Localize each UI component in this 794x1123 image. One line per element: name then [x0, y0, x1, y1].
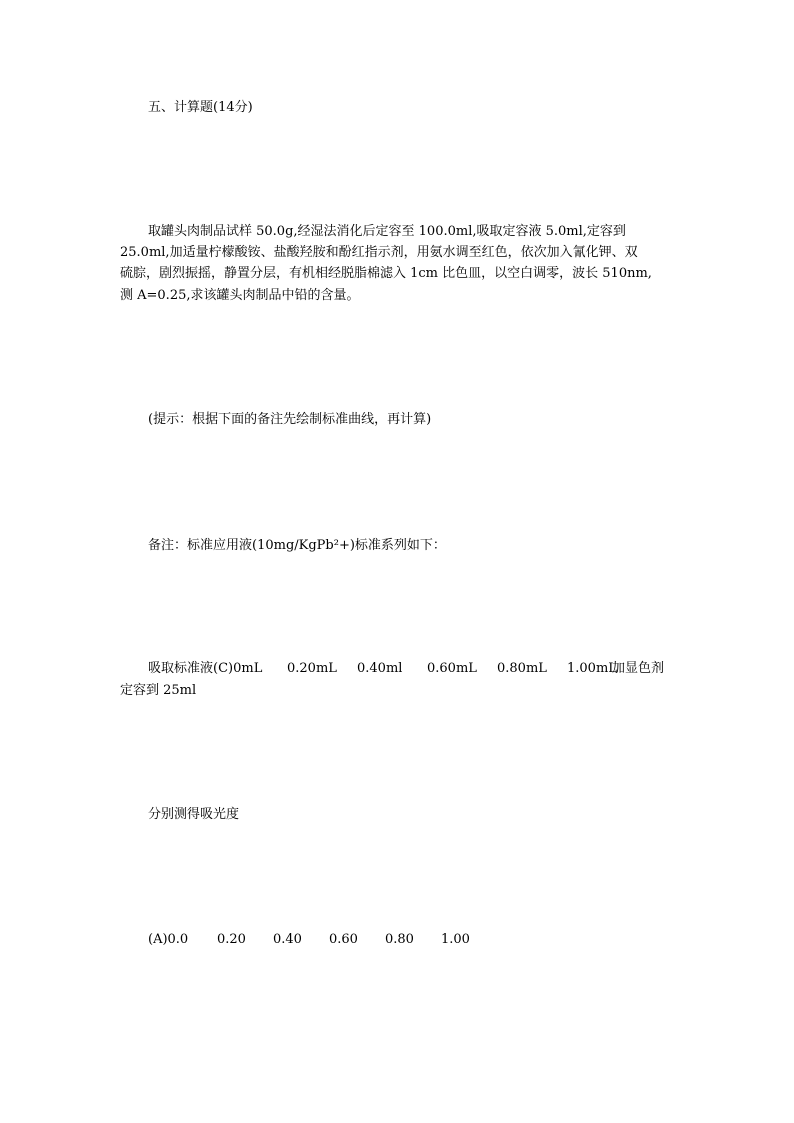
absorbance-series-row	[148, 929, 470, 950]
standard-series-value: 1.00mL	[567, 661, 617, 676]
section-heading: 五、计算题(14分)	[148, 100, 253, 115]
problem-line-4: 测 A=0.25,求该罐头肉制品中铅的含量。	[120, 288, 360, 303]
absorbance-series-value: 1.00	[441, 932, 470, 947]
standard-series-line-2: 定容到 25ml	[120, 683, 197, 698]
standard-series-suffix: 加显色剂	[612, 661, 665, 676]
absorbance-series-value: 0.40	[273, 932, 302, 947]
standard-series-row	[148, 658, 664, 679]
absorbance-heading: 分别测得吸光度	[148, 807, 240, 822]
standard-series-label: 吸取标准液(C)0mL	[148, 661, 263, 676]
note-text: 备注：标准应用液(10mg/KgPb²+)标准系列如下：	[148, 538, 446, 553]
problem-line-1: 取罐头肉制品试样 50.0g,经湿法消化后定容至 100.0ml,吸取定容液 5.0ml,定容到	[148, 224, 626, 239]
absorbance-series-value: 0.60	[329, 932, 358, 947]
absorbance-series-label: (A)0.0	[148, 932, 189, 947]
standard-series-value: 0.20mL	[287, 661, 337, 676]
standard-series-value: 0.80mL	[497, 661, 547, 676]
standard-series-value: 0.40ml	[357, 661, 403, 676]
absorbance-series-value: 0.20	[217, 932, 246, 947]
absorbance-series-value: 0.80	[385, 932, 414, 947]
hint-text: (提示：根据下面的备注先绘制标准曲线，再计算)	[148, 412, 432, 427]
problem-line-3: 硫腙，剧烈振摇，静置分层，有机相经脱脂棉滤入 1cm 比色皿，以空白调零，波长 510nm,	[120, 266, 652, 281]
standard-series-value: 0.60mL	[427, 661, 477, 676]
problem-line-2: 25.0ml,加适量柠檬酸铵、盐酸羟胺和酚红指示剂，用氨水调至红色，依次加入氰化钾、双	[120, 245, 638, 260]
